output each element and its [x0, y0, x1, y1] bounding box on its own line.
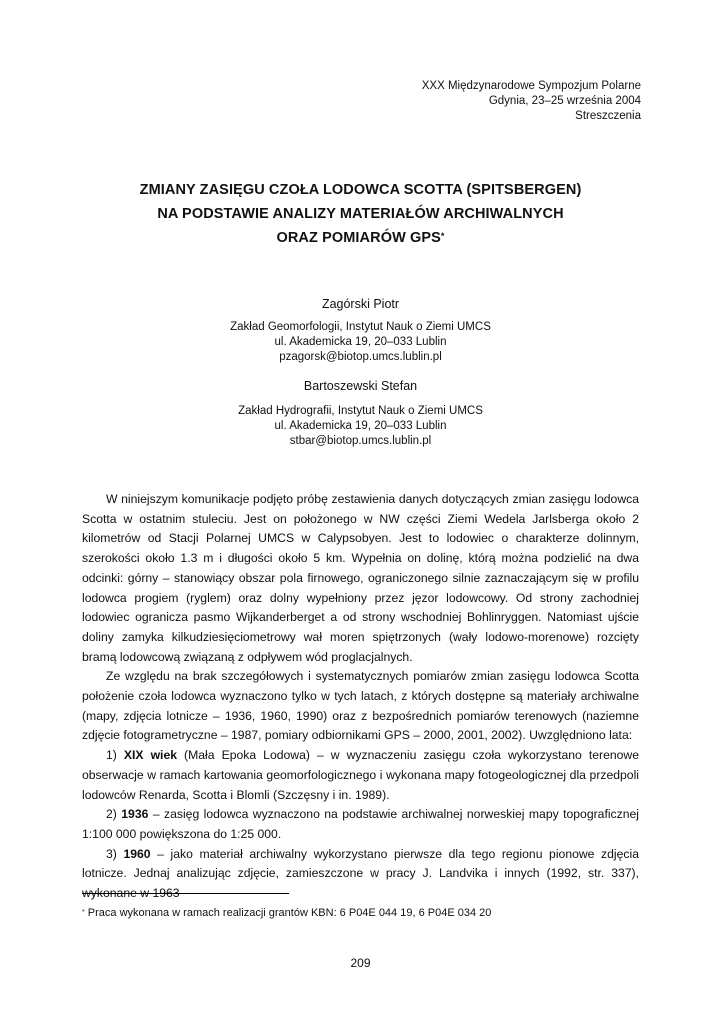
author-1-institute: Zakład Geomorfologii, Instytut Nauk o Ziemi UMCS	[230, 321, 491, 333]
author-1-affiliation	[0, 320, 721, 365]
abstract-body	[82, 490, 639, 904]
footnote	[82, 906, 491, 920]
list-item-2: 2) 1936 – zasięg lodowca wyznaczono na podstawie archiwalnej norweskiej mapy topograficznej 1:100 000 powiększona do 1:25 000.	[82, 807, 639, 841]
paper-title	[0, 178, 721, 250]
title-line-3: ORAZ POMIARÓW GPS*	[276, 230, 445, 246]
page-number: 209	[350, 956, 371, 970]
title-footnote-mark: *	[440, 231, 445, 241]
paragraph-2: Ze względu na brak szczegółowych i systematycznych pomiarów zmian zasięgu lodowca Scotta położenie czoła lodowca wyznaczono tylko w tych latach, z których dostępne są materiały archiwalne (mapy, zdjęcia lotnicze – 1936, 1960, 1990) oraz z bezpośrednich pomiarów terenowych (naziemne zdjęcie fotogrametryczne – 1987, pomiary odbiornikami GPS – 2000, 2001, 2002). Uwzględniono lata:	[82, 669, 639, 743]
author-2-affiliation	[0, 404, 721, 449]
header-symposium: XXX Międzynarodowe Sympozjum Polarne	[421, 80, 641, 92]
header-place-date: Gdynia, 23–25 września 2004	[488, 95, 641, 107]
author-2-name: Bartoszewski Stefan	[303, 379, 418, 393]
author-1-address: ul. Akademicka 19, 20–033 Lublin	[274, 336, 447, 348]
author-2-address: ul. Akademicka 19, 20–033 Lublin	[274, 420, 447, 432]
header-section: Streszczenia	[575, 110, 641, 122]
author-2-institute: Zakład Hydrografii, Instytut Nauk o Ziemi UMCS	[238, 405, 483, 417]
footnote-mark: *	[82, 909, 85, 916]
list-item-1: 1) XIX wiek (Mała Epoka Lodowa) – w wyznaczeniu zasięgu czoła wykorzystano terenowe obserwacje w ramach kartowania geomorfologicznego i wykonana mapy fotogeologicznej dla przedpoli lodowców Renarda, Scotta i Blomli (Szczęsny i in. 1989).	[82, 748, 639, 802]
author-1-name: Zagórski Piotr	[321, 297, 400, 311]
author-2-email[interactable]: stbar@biotop.umcs.lublin.pl	[289, 435, 432, 447]
title-line-2: NA PODSTAWIE ANALIZY MATERIAŁÓW ARCHIWALNYCH	[157, 206, 564, 222]
title-line-1: ZMIANY ZASIĘGU CZOŁA LODOWCA SCOTTA (SPITSBERGEN)	[139, 182, 582, 198]
footnote-text: Praca wykonana w ramach realizacji grantów KBN: 6 P04E 044 19, 6 P04E 034 20	[87, 907, 492, 919]
list-item-3: 3) 1960 – jako materiał archiwalny wykorzystano pierwsze dla tego regionu pionowe zdjęcia lotnicze. Jednaj analizując zdjęcie, zamieszczone w pracy J. Landvika i innych (1992, str. 337), wykonane w 1963	[82, 846, 639, 901]
author-1-email[interactable]: pzagorsk@biotop.umcs.lublin.pl	[279, 351, 442, 363]
footnote-divider	[82, 893, 289, 894]
paragraph-1: W niniejszym komunikacje podjęto próbę zestawienia danych dotyczących zmian zasięgu lodowca Scotta w ostatnim stuleciu. Jest on położonego w NW części Ziemi Wedela Jarlsberga około 2 kilometrów od Stacji Polarnej UMCS w Calypsobyen. Jest to lodowiec o charakterze dolinnym, szerokości około 1.3 m i długości około 5 km. Wypełnia on dolinę, którą można podzielić na dwa odcinki: górny – stanowiący obszar pola firnowego, ograniczonego silnie zaznaczającym się w profilu lodowca progiem (ryglem) oraz dolny wypełniony przez jęzor lodowcowy. Od strony zachodniej lodowiec ogranicza pasmo Wijkanderberget a od strony wschodniej Bohlinryggen. Natomiast ujście doliny zamyka kilkudziesięciometrowy wał moren spiętrzonych (wały lodowo-morenowe) rozcięty bramą lodowcową związaną z odpływem wód proglacjalnych.	[82, 492, 639, 664]
running-header	[422, 79, 641, 124]
